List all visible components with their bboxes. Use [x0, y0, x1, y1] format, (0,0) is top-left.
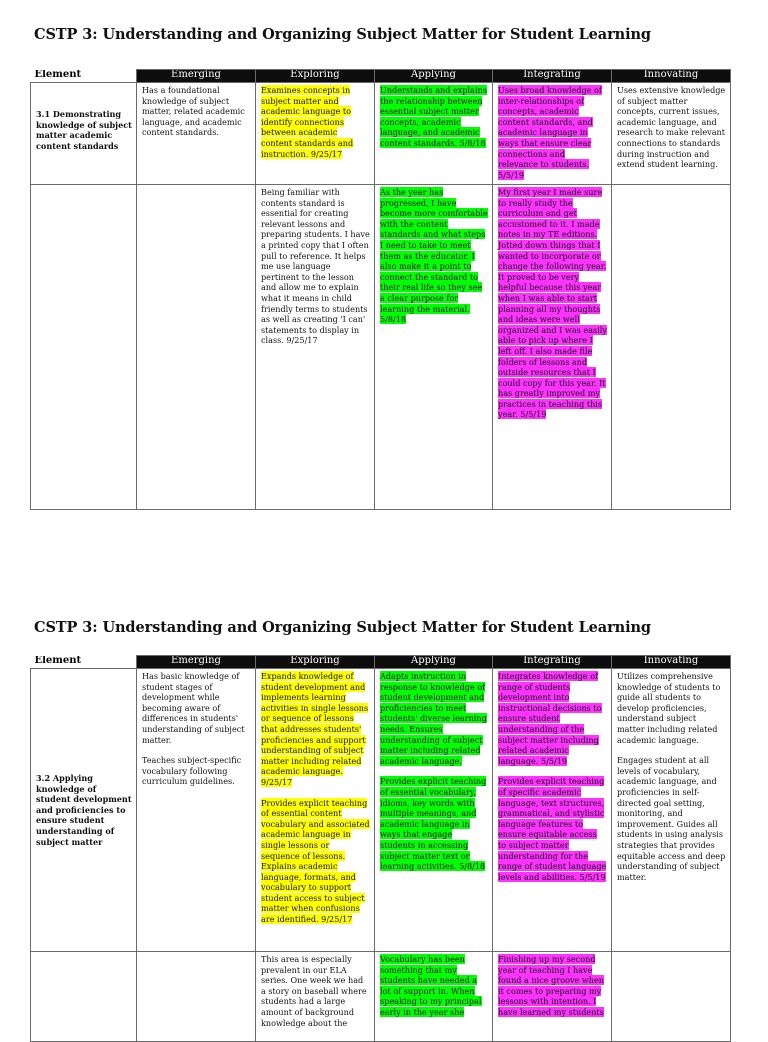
section-title: CSTP 3: Understanding and Organizing Subject Matter for Student Learning — [34, 619, 651, 636]
header-row — [31, 70, 731, 83]
paragraph — [261, 671, 370, 788]
highlighted-text: Provides explicit teaching of essential vocabulary, idioms, key words with multiple meanings, and academic language in ways that engage students in accessing subject matter text or learning activities. 5/8/18 — [380, 776, 487, 872]
cell-exploring-reflection — [256, 185, 375, 510]
rubric-table — [30, 655, 731, 1042]
header-emerging: Emerging — [137, 656, 256, 669]
cell-exploring-reflection — [256, 952, 375, 1042]
header-exploring: Exploring — [256, 656, 375, 669]
header-innovating: Innovating — [612, 656, 731, 669]
paragraph — [380, 671, 488, 766]
element-cell-empty — [31, 952, 137, 1042]
highlighted-text: Adapts instruction in response to knowledge of student development and proficiencies to meet students' diverse learning needs. Ensures understanding of subject matter including related academic language. — [380, 671, 487, 766]
header-element: Element — [31, 656, 137, 669]
cell-emerging-empty — [137, 952, 256, 1042]
highlighted-text: Provides explicit teaching of specific academic language, text structures, grammatical, and stylistic language features to ensure equitable access to subject matter understanding for the range of student language levels and abilities. 5/5/19 — [498, 776, 607, 882]
header-row — [31, 656, 731, 669]
highlighted-text: Provides explicit teaching of essential content vocabulary and associated academic language in single lessons or sequence of lessons. Explains academic language, formats, and vocabulary to support student access to subject matter when confusions are identified. 9/25/17 — [261, 797, 370, 925]
header-applying: Applying — [375, 70, 493, 83]
reflection-text: This area is especially prevalent in our ELA series. One week we had a story on baseball where students had a large amount of background knowledge about the — [261, 954, 367, 1028]
section-title: CSTP 3: Understanding and Organizing Subject Matter for Student Learning — [34, 26, 651, 43]
reflection-text: Being familiar with contents standard is essential for creating relevant lessons and preparing students. I have a printed copy that I often pull to reference. It helps me use language pertinent to the lesson and allow me to explain what it means in child friendly terms to students as well as creating 'I can' statements to display in class. 9/25/17 — [261, 187, 370, 346]
cell-applying-reflection — [375, 952, 493, 1042]
table-row — [31, 669, 731, 952]
cell-applying-reflection — [375, 185, 493, 510]
cell-emerging — [137, 83, 256, 185]
highlighted-text: Expands knowledge of student development and implements learning activities in single lessons or sequence of lessons that addresses students' proficiencies and support understanding of subject matter including related academic language. 9/25/17 — [261, 671, 369, 787]
cell-integrating-reflection — [493, 952, 612, 1042]
highlighted-text: Vocabulary has been something that my students have needed a lot of support in. When speaking to my principal early in the year she — [380, 954, 482, 1017]
cell-text: Teaches subject-specific vocabulary following curriculum guidelines. — [142, 755, 242, 787]
header-exploring: Exploring — [256, 70, 375, 83]
highlighted-text: Understands and explains the relationship between essential subject matter concepts, academic language, and academic content standards. 5/8/18 — [380, 85, 487, 148]
cell-innovating — [612, 83, 731, 185]
header-integrating: Integrating — [493, 656, 612, 669]
cell-integrating-reflection — [493, 185, 612, 510]
highlighted-text: As the year has progressed, I have become more comfortable with the content standards and what steps I need to take to meet them as the educator. I also make it a point to connect the standard to their real life so they see a clear purpose for learning the material. 5/8/18 — [380, 187, 488, 325]
cell-text: Uses extensive knowledge of subject matter concepts, current issues, academic language, and research to make relevant connections to standards during instruction and extend student learning. — [617, 85, 726, 170]
cell-innovating-empty — [612, 952, 731, 1042]
cell-applying — [375, 83, 493, 185]
table-row — [31, 83, 731, 185]
paragraph — [498, 776, 607, 882]
cell-text: Has a foundational knowledge of subject matter, related academic language, and academic content standards. — [142, 85, 245, 138]
element-cell: 3.2 Applying knowledge of student development and proficiencies to ensure student understanding of subject matter — [31, 669, 137, 952]
paragraph — [380, 776, 488, 871]
highlighted-text: Finishing up my second year of teaching I have found a nice groove when it comes to preparing my lessons with intention. I have learned my students — [498, 954, 605, 1017]
cell-integrating — [493, 669, 612, 952]
cell-text: Engages student at all levels of vocabulary, academic language, and proficiencies in self-directed goal setting, monitoring, and improvement. Guides all students in using analysis strategies that provides equitable access and deep understanding of subject matter. — [617, 755, 726, 882]
header-integrating: Integrating — [493, 70, 612, 83]
cell-text: Has basic knowledge of student stages of development while becoming aware of differences in students' understanding of subject matter. — [142, 671, 245, 745]
header-innovating: Innovating — [612, 70, 731, 83]
cell-emerging — [137, 669, 256, 952]
table-row — [31, 185, 731, 510]
element-cell: 3.1 Demonstrating knowledge of subject matter academic content standards — [31, 83, 137, 185]
cell-text: Utilizes comprehensive knowledge of students to guide all students to develop proficiencies, understand subject matter including related academic language. — [617, 671, 721, 745]
paragraph — [261, 798, 370, 925]
highlighted-text: Integrates knowledge of range of students development into instructional decisions to ensure student understanding of the subject matter including related academic language. 5/5/19 — [498, 671, 602, 766]
rubric-table — [30, 69, 731, 510]
cell-emerging-empty — [137, 185, 256, 510]
paragraph — [498, 671, 607, 766]
highlighted-text: Examines concepts in subject matter and academic language to identify connections between academic content standards and instruction. 9/25/17 — [261, 85, 354, 159]
header-applying: Applying — [375, 656, 493, 669]
cell-integrating — [493, 83, 612, 185]
cell-innovating-empty — [612, 185, 731, 510]
highlighted-text: Uses broad knowledge of inter-relationships of concepts, academic content standards, and academic language in ways that ensure clear connections and relevance to students. 5/5/19 — [498, 85, 602, 180]
header-element: Element — [31, 70, 137, 83]
cell-exploring — [256, 83, 375, 185]
element-cell-empty — [31, 185, 137, 510]
cell-innovating — [612, 669, 731, 952]
cell-applying — [375, 669, 493, 952]
highlighted-text: My first year I made sure to really study the curriculum and get accustomed to it. I made notes in my TE editions. Jotted down things that I wanted to incorporate or change the following year. It proved to be very helpful because this year when I was able to start planning all my thoughts and ideas were well organized and I was easily able to pick up where I left off. I also made file folders of lessons and outside resources that I could copy for this year. It has greatly improved my practices in teaching this year. 5/5/19 — [498, 187, 607, 420]
header-emerging: Emerging — [137, 70, 256, 83]
cell-exploring — [256, 669, 375, 952]
table-row — [31, 952, 731, 1042]
